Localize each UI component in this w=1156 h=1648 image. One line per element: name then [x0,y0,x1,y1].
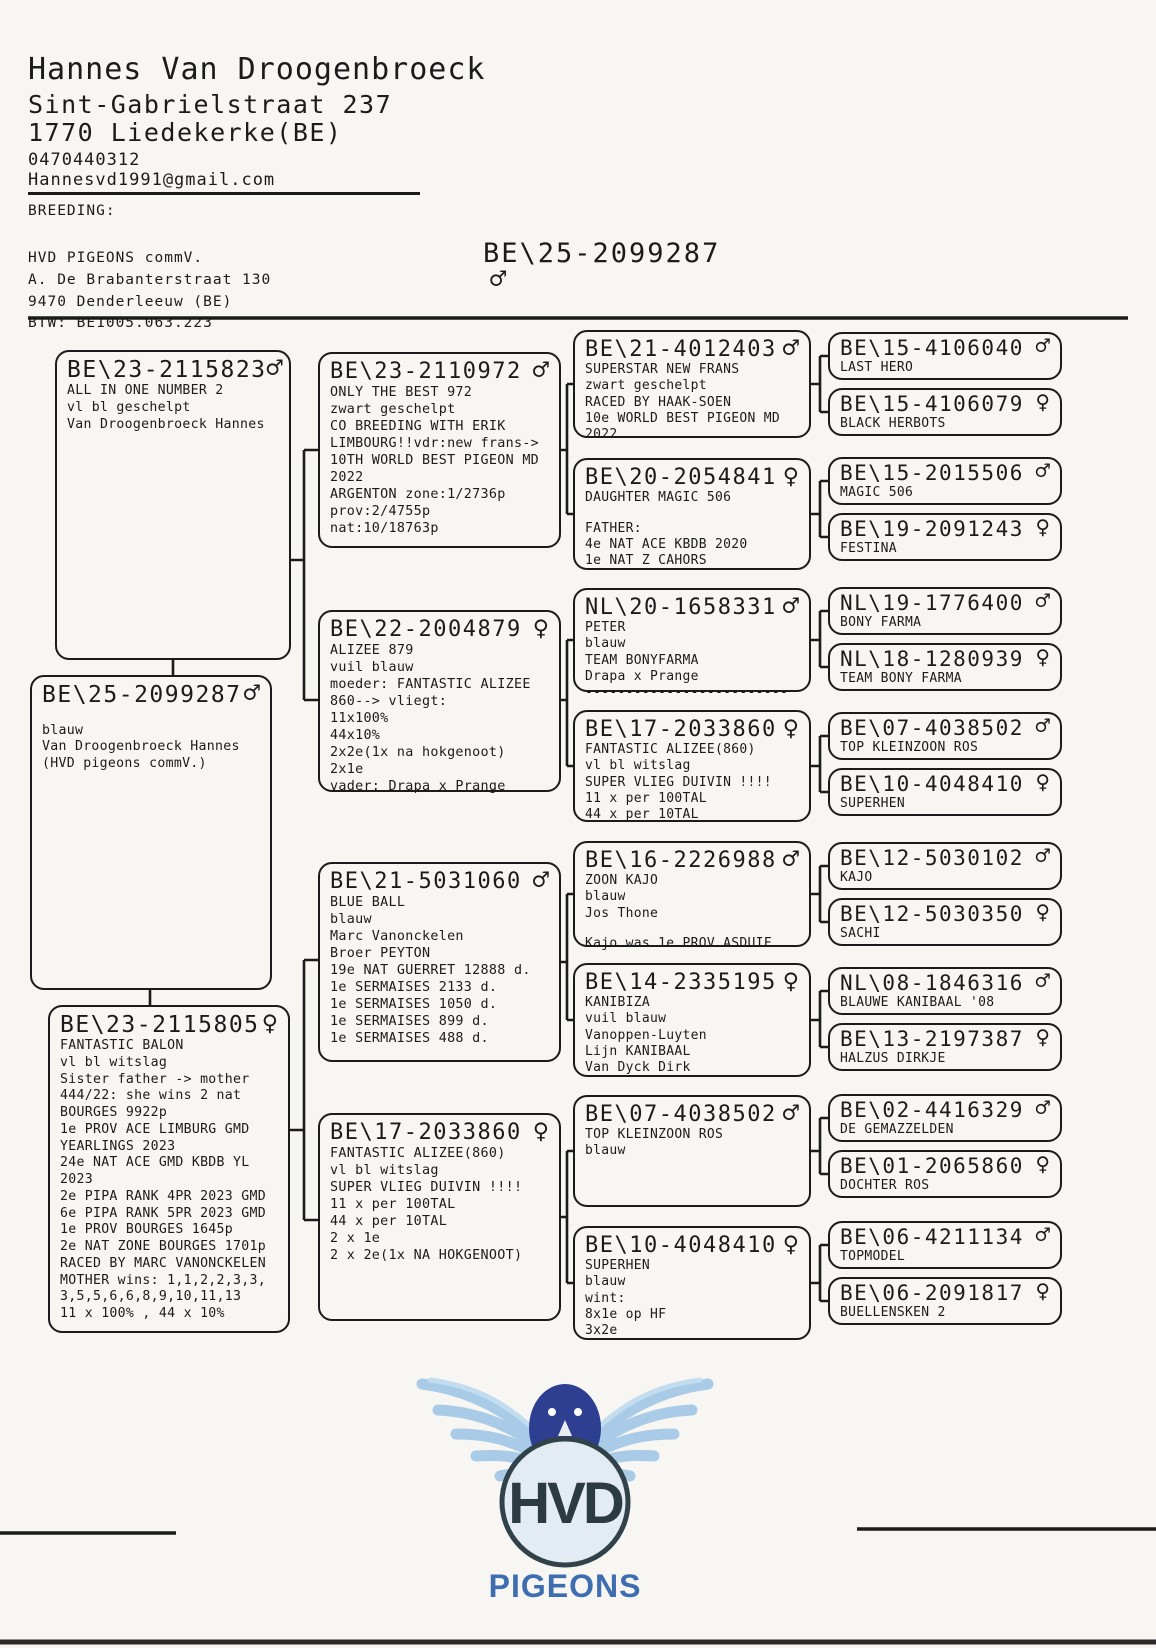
company-line: 9470 Denderleeuw (BE) [28,293,233,310]
pedigree-text-line: HALZUS DIRKJE [840,1051,946,1066]
owner-email: Hannesvd1991@gmail.com [28,170,276,190]
pedigree-text-line: Vanoppen-Luyten [585,1027,707,1043]
box-header [840,388,1050,416]
pedigree-text-line: MOTHER wins: 1,1,2,2,3,3, [60,1272,266,1288]
pedigree-box-17 [828,457,1062,505]
pedigree-text-line: SUPERHEN [840,796,906,811]
pedigree-text-line: FANTASTIC ALIZEE(860) [585,742,756,757]
pedigree-box-18 [828,513,1062,561]
male-icon: ♂ [1035,1221,1050,1249]
box-header [330,865,549,896]
pedigree-text-line: (HVD pigeons commV.) [42,756,207,772]
pedigree-text-line: ------------------------- [585,685,789,700]
female-icon: ♀ [1035,898,1050,926]
ring-number: BE\16-2226988 [585,848,777,873]
owner-address-line2: 1770 Liedekerke(BE) [28,118,343,147]
pedigree-text-line: 3,5,5,6,6,8,9,10,11,13 [60,1289,242,1305]
pedigree-text-line: blauw [585,889,626,905]
female-icon: ♀ [782,966,799,997]
ring-number: NL\18-1280939 [840,647,1024,671]
box-header [585,591,799,622]
hvd-pigeons-logo [400,1342,730,1622]
ring-number: BE\13-2197387 [840,1027,1024,1051]
pedigree-text-line: 44 x per 10TAL [330,1214,448,1230]
pedigree-text-line: vuil blauw [330,660,414,676]
pedigree-text-line: LAST HERO [840,360,914,375]
box-header [585,713,799,744]
pedigree-text-line: blauw [330,912,372,928]
owner-address-line1: Sint-Gabrielstraat 237 [28,90,393,119]
pedigree-text-line: LIMBOURG!!vdr:new frans-> [330,436,540,452]
subject-ring-number: BE\25-2099287 [483,238,721,269]
box-header [67,353,283,384]
box-header [585,333,799,364]
ring-number: BE\21-5031060 [330,869,522,894]
pedigree-text-line: prov:2/4755p [330,504,431,520]
pedigree-text-line: SUPERSTAR NEW FRANS [585,362,740,377]
company-line: BTW: BE1005.063.223 [28,315,213,332]
pedigree-text-line: PETER [585,620,626,635]
pedigree-box-14 [573,1226,811,1340]
ring-number: BE\07-4038502 [840,716,1024,740]
pedigree-text-line: BLACK HERBOTS [840,416,946,431]
pedigree-text-line: 1e SERMAISES 2133 d. [330,980,498,996]
pedigree-text-line: TOP KLEINZOON ROS [840,740,979,755]
pedigree-text-line: vl bl witslag [60,1054,168,1070]
pedigree-text-line: 11 x per 100TAL [330,1197,456,1213]
pedigree-box-12 [573,963,811,1077]
male-icon: ♂ [532,865,549,896]
pedigree-text-line: wint: [585,1290,626,1306]
pedigree-text-line: Van Droogenbroeck Hannes [67,416,265,432]
pedigree-text-line: blauw [585,1143,626,1159]
pedigree-text-line: vuil blauw [585,1011,667,1027]
pedigree-text-line: 860--> vliegt: [330,694,448,710]
box-header [840,1221,1050,1249]
box-header [42,678,260,709]
pedigree-text-line: FANTASTIC BALON [60,1038,184,1053]
pedigree-box-13 [573,1095,811,1207]
pedigree-text-line: 44x10% [330,728,381,744]
pedigree-text-line: 2022 [330,470,364,486]
pedigree-text-line: RACED BY HAAK-SOEN [585,394,732,410]
pedigree-box-28 [828,1150,1062,1198]
pedigree-text-line: SUPER VLIEG DUIVIN !!!! [585,774,772,790]
pedigree-text-line: vader: Drapa x Prange [330,779,506,795]
pedigree-text-line: Van Droogenbroeck Hannes [42,739,240,755]
pedigree-text-line: YEARLINGS 2023 [60,1138,176,1154]
female-icon: ♀ [261,1008,278,1039]
logo-initials: HVD [508,1471,622,1536]
pedigree-text-line: ALIZEE 879 [330,643,414,658]
pedigree-text-line: 1e NAT Z CAHORS [585,553,707,569]
box-header [840,513,1050,541]
female-icon: ♀ [1035,513,1050,541]
pedigree-box-7 [573,330,811,442]
box-header [585,966,799,997]
pedigree-text-line: moeder: FANTASTIC ALIZEE [330,677,531,693]
pedigree-text-line: vl bl witslag [585,758,691,774]
box-header [840,842,1050,870]
pedigree-text-line: Broer PEYTON [330,946,431,962]
ring-number: BE\06-2091817 [840,1281,1024,1305]
female-icon: ♀ [1035,643,1050,671]
pedigree-text-line: Sister father -> mother [60,1071,250,1087]
pedigree-text-line: ARGENTON zone:1/2736p [330,487,506,503]
male-icon: ♂ [1035,967,1050,995]
pedigree-text-line: KANIBIZA [585,995,651,1010]
ring-number: NL\08-1846316 [840,971,1024,995]
pedigree-box-19 [828,587,1062,635]
ring-number: BE\06-4211134 [840,1225,1024,1249]
pedigree-text-line: 6e PIPA RANK 5PR 2023 GMD [60,1205,266,1221]
pedigree-text-line: ONLY THE BEST 972 [330,385,473,400]
pedigree-text-line: zwart geschelpt [585,378,707,394]
pedigree-box-3 [318,352,561,548]
male-icon: ♂ [490,264,507,295]
female-icon: ♀ [1035,1150,1050,1178]
box-header [840,643,1050,671]
box-header [840,1150,1050,1178]
company-block [28,248,271,335]
ring-number: BE\23-2115805 [60,1012,260,1038]
box-header [330,355,549,386]
ring-number: BE\10-4048410 [585,1233,777,1258]
pedigree-text-line: 1e SERMAISES 1050 d. [330,997,498,1013]
pedigree-text-line: Kajo was 1e PROV ASDUIF [585,936,772,952]
pedigree-text-line: 10TH WORLD BEST PIGEON MD [330,453,540,469]
pedigree-box-6 [318,1113,561,1321]
male-icon: ♂ [782,333,799,364]
pedigree-text-line: FATHER: [585,520,642,536]
pedigree-box-24 [828,898,1062,946]
pedigree-text-line: Marc Vanonckelen [330,929,464,945]
box-header [330,1116,549,1147]
ring-number: BE\02-4416329 [840,1098,1024,1122]
pedigree-text-line: BUELLENSKEN 2 [840,1305,946,1320]
pedigree-box-25 [828,967,1062,1015]
pedigree-text-line: SUPERHEN [585,1258,651,1273]
pedigree-box-23 [828,842,1062,890]
ring-number: BE\23-2115823 [67,357,267,383]
box-header [60,1008,278,1039]
pedigree-text-line: vl bl geschelpt [67,399,191,415]
pedigree-box-5 [318,862,561,1062]
box-header [840,1023,1050,1051]
ring-number: BE\20-2054841 [585,465,777,490]
pedigree-text-line: Lijn KANIBAAL [585,1043,691,1059]
ring-number: BE\22-2004879 [330,617,522,642]
pedigree-text-line: BOURGES 9922p [60,1105,168,1121]
company-line: HVD PIGEONS commV. [28,250,204,266]
pedigree-text-line: vl bl witslag [330,1163,439,1179]
header-divider-line [28,192,420,195]
ring-number: BE\07-4038502 [585,1102,777,1127]
male-icon: ♂ [1035,587,1050,615]
pedigree-text-line: 2x2e(1x na hokgenoot) [330,745,506,761]
ring-number: BE\21-4012403 [585,337,777,362]
owner-name: Hannes Van Droogenbroeck [28,52,486,87]
pedigree-box-9 [573,588,811,700]
female-icon: ♀ [782,713,799,744]
ring-number: BE\01-2065860 [840,1154,1024,1178]
pedigree-text-line: DAUGHTER MAGIC 506 [585,490,732,505]
pedigree-text-line: 1e SERMAISES 899 d. [330,1014,489,1030]
ring-number: BE\25-2099287 [42,682,242,708]
box-header [585,844,799,875]
pedigree-text-line: 1e SERMAISES 488 d. [330,1031,489,1047]
ring-number: BE\15-4106040 [840,336,1024,360]
pedigree-text-line: 4e NAT ACE KBDB 2020 [585,536,748,552]
pedigree-text-line: TOP KLEINZOON ROS [585,1127,724,1142]
male-icon: ♂ [782,591,799,622]
ring-number: BE\12-5030350 [840,902,1024,926]
male-icon: ♂ [1035,457,1050,485]
pedigree-box-22 [828,768,1062,816]
pedigree-text-line [585,506,799,520]
ring-number: BE\14-2335195 [585,970,777,995]
pedigree-text-line: ZOON KAJO [585,873,659,888]
ring-number: BE\15-4106079 [840,392,1024,416]
pedigree-text-line: CO BREEDING WITH ERIK [330,419,506,435]
pedigree-box-21 [828,712,1062,760]
owner-phone: 0470440312 [28,150,141,170]
pedigree-text-line: 2 x 2e(1x NA HOKGENOOT) [330,1248,523,1264]
ring-number: BE\12-5030102 [840,846,1024,870]
pedigree-box-8 [573,458,811,570]
box-header [585,1098,799,1129]
female-icon: ♀ [1035,768,1050,796]
pedigree-text-line [585,922,799,936]
pedigree-text-line: zwart geschelpt [330,402,456,418]
pedigree-text-line: BONY FARMA [840,615,922,630]
male-icon: ♂ [1035,1094,1050,1122]
pedigree-text-line: SUPER VLIEG DUIVIN !!!! [330,1180,523,1196]
pedigree-text-line: 444/22: she wins 2 nat [60,1088,242,1104]
male-icon: ♂ [1035,712,1050,740]
male-icon: ♂ [1035,842,1050,870]
box-header [840,712,1050,740]
ring-number: BE\10-4048410 [840,772,1024,796]
pedigree-box-26 [828,1023,1062,1071]
ring-number: NL\20-1658331 [585,595,777,620]
pedigree-text-line: ALL IN ONE NUMBER 2 [67,383,224,398]
pedigree-text-line: DOCHTER ROS [840,1178,930,1193]
ring-number: BE\19-2091243 [840,517,1024,541]
pedigree-text-line: 11 x 100% , 44 x 10% [60,1306,225,1322]
pedigree-box-11 [573,841,811,952]
female-icon: ♀ [782,1229,799,1260]
pedigree-text-line: Jos Thone [585,905,659,921]
box-header [840,587,1050,615]
pedigree-text-line: 11x100% [330,711,389,727]
pedigree-text-line: 2023 [60,1172,93,1188]
pedigree-text-line: TEAM BONYFARMA [585,652,699,668]
pedigree-text-line: 44 x per 10TAL [585,807,699,822]
male-icon: ♂ [266,353,283,384]
pedigree-text-line: FANTASTIC ALIZEE(860) [330,1146,506,1161]
box-header [840,457,1050,485]
breeding-label: BREEDING: [28,203,116,219]
male-icon: ♂ [532,355,549,386]
company-line: A. De Brabanterstraat 130 [28,271,272,288]
ring-number: BE\23-2110972 [330,359,522,384]
female-icon: ♀ [532,613,549,644]
pedigree-text-line: 19e NAT GUERRET 12888 d. [330,963,531,979]
pedigree-text-line: 8x1e op HF [585,1306,667,1322]
pedigree-text-line: blauw [585,1274,626,1290]
male-icon: ♂ [782,844,799,875]
box-header [840,898,1050,926]
pedigree-text-line: 2e NAT ZONE BOURGES 1701p [60,1239,266,1255]
pedigree-text-line: nat:10/18763p [330,521,439,537]
pedigree-text-line: RACED BY MARC VANONCKELEN [60,1255,266,1271]
pedigree-text-line: FESTINA [840,541,897,556]
pedigree-box-15 [828,332,1062,380]
box-header [840,1094,1050,1122]
female-icon: ♀ [782,461,799,492]
logo-brand-text: PIGEONS [488,1568,642,1604]
pedigree-text-line: Van Dyck Dirk [585,1060,691,1075]
pedigree-box-27 [828,1094,1062,1142]
box-header [840,1277,1050,1305]
pedigree-text-line: 2022 [585,427,618,442]
pedigree-box-2 [48,1005,290,1333]
pedigree-text-line: 2e PIPA RANK 4PR 2023 GMD [60,1188,266,1204]
pedigree-text-line: DE GEMAZZELDEN [840,1122,954,1137]
pedigree-box-29 [828,1221,1062,1269]
pedigree-text-line: 24e NAT ACE GMD KBDB YL [60,1155,250,1171]
pedigree-text-line: blauw [585,636,626,652]
pedigree-box-20 [828,643,1062,691]
ring-number: BE\17-2033860 [330,1120,522,1145]
ring-number: NL\19-1776400 [840,591,1024,615]
female-icon: ♀ [532,1116,549,1147]
pedigree-text-line: BLAUWE KANIBAAL '08 [840,995,995,1010]
box-header [840,332,1050,360]
ring-number: BE\15-2015506 [840,461,1024,485]
male-icon: ♂ [782,1098,799,1129]
pedigree-text-line: 1e PROV ACE LIMBURG GMD [60,1121,250,1137]
box-header [330,613,549,644]
pedigree-text-line: 2x1e [330,762,364,778]
pedigree-box-10 [573,710,811,822]
pedigree-text-line: MAGIC 506 [840,485,914,500]
pedigree-box-0 [55,350,291,660]
pedigree-box-4 [318,610,561,795]
pedigree-text-line: 11 x per 100TAL [585,790,707,806]
pedigree-text-line: 2 x 1e [330,1231,381,1247]
pedigree-box-30 [828,1277,1062,1325]
pedigree-text-line: 1e PROV BOURGES 1645p [60,1222,234,1238]
pigeon-eye-left [548,1408,556,1416]
box-header [585,461,799,492]
pedigree-text-line: SACHI [840,926,881,941]
pedigree-text-line: blauw [42,722,84,738]
box-header [585,1229,799,1260]
pedigree-box-16 [828,388,1062,436]
pedigree-text-line: BLUE BALL [330,895,406,910]
pedigree-text-line: 3x2e [585,1323,618,1338]
pedigree-text-line: TEAM BONY FARMA [840,671,962,686]
pedigree-text-line [42,708,260,723]
male-icon: ♂ [243,678,260,709]
female-icon: ♀ [1035,1277,1050,1305]
pedigree-text-line: KAJO [840,870,873,885]
pedigree-text-line: 10e WORLD BEST PIGEON MD [585,410,781,426]
pigeon-eye-right [574,1408,582,1416]
ring-number: BE\17-2033860 [585,717,777,742]
pedigree-text-line: TOPMODEL [840,1249,906,1264]
box-header [840,967,1050,995]
pedigree-text-line: Drapa x Prange [585,668,699,684]
female-icon: ♀ [1035,388,1050,416]
female-icon: ♀ [1035,1023,1050,1051]
box-header [840,768,1050,796]
male-icon: ♂ [1035,332,1050,360]
pedigree-box-1 [30,675,272,990]
